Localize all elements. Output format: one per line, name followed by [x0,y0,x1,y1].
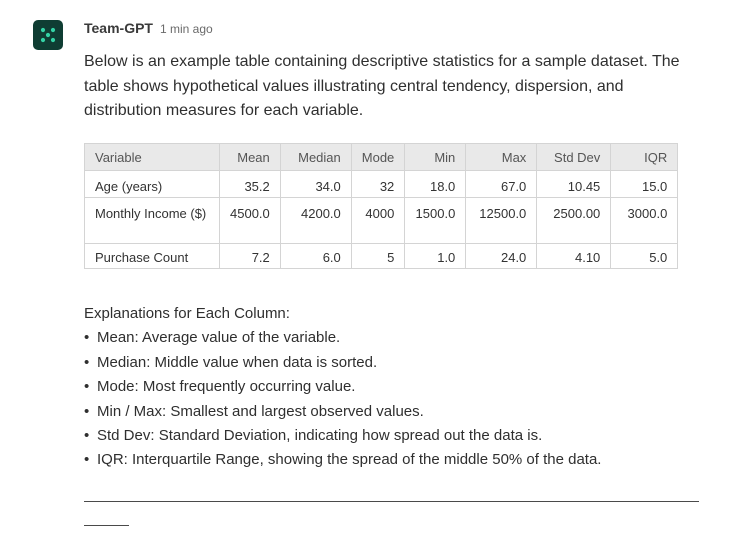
table-cell: 1500.0 [405,198,466,244]
table-cell: Age (years) [85,171,220,198]
table-cell: 32 [351,171,405,198]
table-cell: 35.2 [220,171,281,198]
bullet-marker: • [84,378,90,396]
bullet-marker: • [84,353,90,371]
bullet-marker: • [84,427,90,445]
column-header-iqr: IQR [611,144,678,171]
short-divider [84,525,129,526]
table-cell: 6.0 [280,244,351,269]
message-header [84,20,213,40]
column-header-variable: Variable [85,144,220,171]
table-cell: 67.0 [466,171,537,198]
table-cell: 1.0 [405,244,466,269]
column-header-mode: Mode [351,144,405,171]
list-item [84,424,601,448]
table-row [85,244,678,269]
list-item-text: Min / Max: Smallest and largest observed values. [97,402,424,420]
table-cell: 7.2 [220,244,281,269]
table-cell: 5.0 [611,244,678,269]
column-header-median: Median [280,144,351,171]
table-cell: 4200.0 [280,198,351,244]
table-cell: 34.0 [280,171,351,198]
team-gpt-logo-icon [33,20,63,50]
table-cell: 2500.00 [537,198,611,244]
list-item-text: Mode: Most frequently occurring value. [97,378,356,396]
avatar [33,20,63,50]
bullet-marker: • [84,451,90,469]
list-item [84,351,601,375]
list-item [84,448,601,472]
list-item-text: IQR: Interquartile Range, showing the spread of the middle 50% of the data. [97,451,602,469]
column-header-min: Min [405,144,466,171]
bullet-marker: • [84,402,90,420]
bullet-marker: • [84,329,90,347]
horizontal-divider [84,501,699,502]
column-header-std-dev: Std Dev [537,144,611,171]
table-cell: Monthly Income ($) [85,198,220,244]
explanations-section [84,302,601,473]
list-item [84,400,601,424]
statistics-table [84,143,678,269]
table-row [85,171,678,198]
table-cell: 4.10 [537,244,611,269]
list-item [84,326,601,350]
table-cell: Purchase Count [85,244,220,269]
list-item-text: Mean: Average value of the variable. [97,329,341,347]
table-cell: 18.0 [405,171,466,198]
table-cell: 4500.0 [220,198,281,244]
table-row [85,198,678,244]
table-cell: 15.0 [611,171,678,198]
message-intro: Below is an example table containing descriptive statistics for a sample dataset. The table shows hypothetical values illustrating central tendency, dispersion, and distribution measures for each variable. [84,53,680,119]
column-header-max: Max [466,144,537,171]
message-timestamp: 1 min ago [159,22,213,36]
list-item [84,375,601,399]
list-item-text: Std Dev: Standard Deviation, indicating how spread out the data is. [97,427,543,445]
table-cell: 24.0 [466,244,537,269]
table-cell: 4000 [351,198,405,244]
table-cell: 10.45 [537,171,611,198]
table-cell: 3000.0 [611,198,678,244]
list-item-text: Median: Middle value when data is sorted. [97,353,378,371]
table-cell: 12500.0 [466,198,537,244]
table-cell: 5 [351,244,405,269]
table-header-row [85,144,678,171]
explanations-title: Explanations for Each Column: [84,305,290,322]
column-header-mean: Mean [220,144,281,171]
author-name: Team-GPT [84,20,153,36]
